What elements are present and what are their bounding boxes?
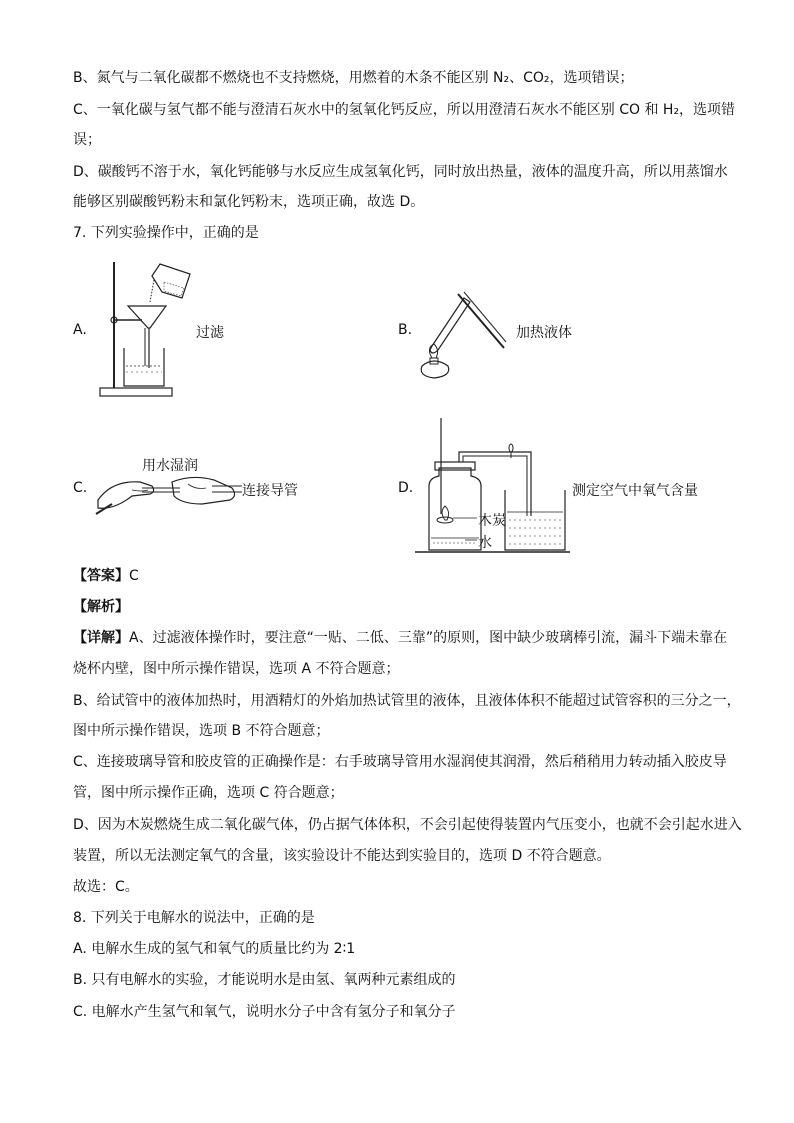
heating-liquid-figure: [412, 286, 507, 381]
q7-option-b-letter: B.: [398, 322, 413, 338]
q6-option-c-text-1: C、一氧化碳与氢气都不能与澄清石灰水中的氢氧化钙反应，所以用澄清石灰水不能区别 CO 和 H₂，选项错: [73, 102, 736, 118]
analysis-conclusion: 故选：C。: [73, 879, 139, 895]
q8-option-b: B. 只有电解水的实验，才能说明水是由氢、氧两种元素组成的: [73, 972, 456, 988]
q6-option-b-text: B、氮气与二氧化碳都不燃烧也不支持燃烧，用燃着的木条不能区别 N₂、CO₂，选项错误；: [73, 70, 634, 86]
q7-option-a-letter: A.: [73, 322, 87, 338]
q7-option-d-water-label: 水: [478, 535, 492, 551]
analysis-c-text-2: 管，图中所示操作正确，选项 C 符合题意；: [73, 785, 344, 801]
q6-option-d-text-2: 能够区别碳酸钙粉末和氯化钙粉末，选项正确，故选 D。: [73, 194, 425, 210]
answer-line: [73, 566, 723, 586]
analysis-a-text-1: [73, 628, 728, 648]
q8-option-a: A. 电解水生成的氢气和氧气的质量比约为 2∶1: [73, 941, 356, 957]
analysis-d-text-2: 装置，所以无法测定氧气的含量，该实验设计不能达到实验目的，选项 D 不符合题意。: [73, 848, 611, 864]
analysis-a-content: A、过滤液体操作时，要注意“一贴、二低、三靠”的原则，图中缺少玻璃棒引流，漏斗下端未靠在: [129, 630, 728, 646]
analysis-b-text-1: B、给试管中的液体加热时，用酒精灯的外焰加热试管里的液体，且液体体积不能超过试管容积的三分之一，: [73, 693, 741, 709]
q6-option-c-text-2: 误；: [73, 132, 101, 148]
answer-value: C: [129, 568, 139, 584]
analysis-b-text-2: 图中所示操作错误，选项 B 不符合题意；: [73, 723, 330, 739]
analysis-d-text-1: D、因为木炭燃烧生成二氧化碳气体，仍占据气体体积，不会引起使得装置内气压变小，也就不会引起水进入: [73, 817, 742, 833]
q8-option-c: C. 电解水产生氢气和氧气，说明水分子中含有氢分子和氧分子: [73, 1004, 456, 1020]
answer-label: 【答案】: [73, 568, 129, 584]
q7-option-d-letter: D.: [398, 480, 414, 496]
oxygen-measurement-figure: [415, 416, 575, 556]
q7-option-a-label: 过滤: [196, 325, 224, 341]
connecting-tubes-figure: [92, 470, 242, 518]
analysis-c-text-1: C、连接玻璃导管和胶皮管的正确操作是：右手玻璃导管用水湿润使其润滑，然后稍稍用力转动插入胶皮导: [73, 754, 727, 770]
q7-option-c-label-top: 用水湿润: [142, 458, 198, 474]
q7-option-c-label-right: 连接导管: [242, 483, 298, 499]
analysis-header: 【解析】: [73, 599, 129, 615]
filtration-figure: [98, 258, 198, 403]
q6-option-d-text-1: D、碳酸钙不溶于水，氧化钙能够与水反应生成氢氧化钙，同时放出热量，液体的温度升高，所以用蒸馏水: [73, 164, 728, 180]
detail-label: 【详解】: [73, 630, 129, 646]
q8-stem: 8. 下列关于电解水的说法中，正确的是: [73, 910, 315, 926]
q7-option-b-label: 加热液体: [516, 325, 572, 341]
analysis-a-text-2: 烧杯内壁，图中所示操作错误，选项 A 不符合题意；: [73, 661, 400, 677]
q7-option-d-label: 测定空气中氧气含量: [572, 483, 698, 499]
q7-stem: 7. 下列实验操作中，正确的是: [73, 225, 259, 241]
q7-option-d-charcoal-label: 木炭: [478, 513, 506, 529]
q7-option-c-letter: C.: [73, 480, 88, 496]
